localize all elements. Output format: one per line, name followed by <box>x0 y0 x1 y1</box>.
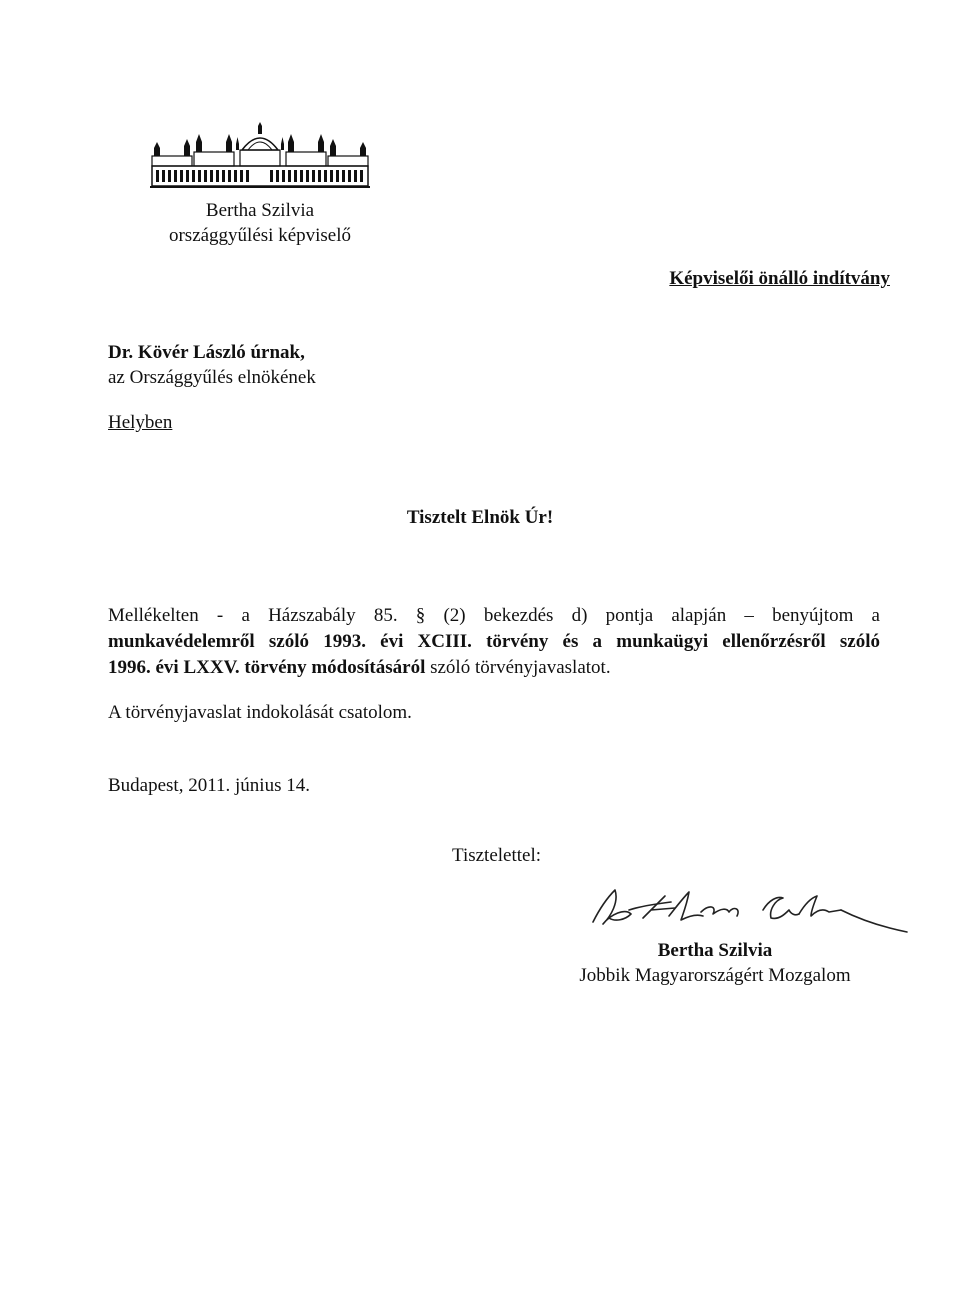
signer-name: Bertha Szilvia <box>657 940 773 961</box>
sender-block <box>150 198 370 248</box>
body-line-3-rest: szóló törvényjavaslatot. <box>425 657 611 678</box>
addressee-block <box>108 340 316 390</box>
addressee-role: az Országgyűlés elnökének <box>108 367 316 388</box>
handwritten-signature <box>585 880 915 940</box>
signer-party: Jobbik Magyarországért Mozgalom <box>579 965 851 986</box>
signature-icon <box>585 880 915 940</box>
body-line-1: Mellékelten - a Házszabály 85. § (2) bekezdés d) pontja alapján – benyújtom a <box>108 605 880 626</box>
body-line-3 <box>108 655 880 681</box>
document-type-heading: Képviselői önálló indítvány <box>669 268 890 289</box>
salutation <box>0 507 960 529</box>
salutation-text: Tisztelt Elnök Úr! <box>406 507 554 528</box>
body-line-2 <box>108 629 880 655</box>
sender-name: Bertha Szilvia <box>205 200 315 221</box>
addressee-name: Dr. Kövér László úrnak, <box>108 342 305 363</box>
body-line-3-bold: 1996. évi LXXV. törvény módosításáról <box>108 657 426 678</box>
body-line-2-bold: munkavédelemről szóló 1993. évi XCIII. törvény és a munkaügyi ellenőrzésről szóló <box>108 631 880 652</box>
body-paragraph <box>108 603 880 681</box>
closing: Tisztelettel: <box>452 845 542 866</box>
parliament-building-icon <box>150 122 370 192</box>
attachment-note: A törvényjavaslat indokolását csatolom. <box>108 702 412 723</box>
parliament-logo <box>150 122 370 192</box>
sender-title: országgyűlési képviselő <box>168 225 352 246</box>
addressee-place: Helyben <box>108 412 173 433</box>
dateline: Budapest, 2011. június 14. <box>108 775 310 796</box>
signer-block <box>560 938 870 988</box>
